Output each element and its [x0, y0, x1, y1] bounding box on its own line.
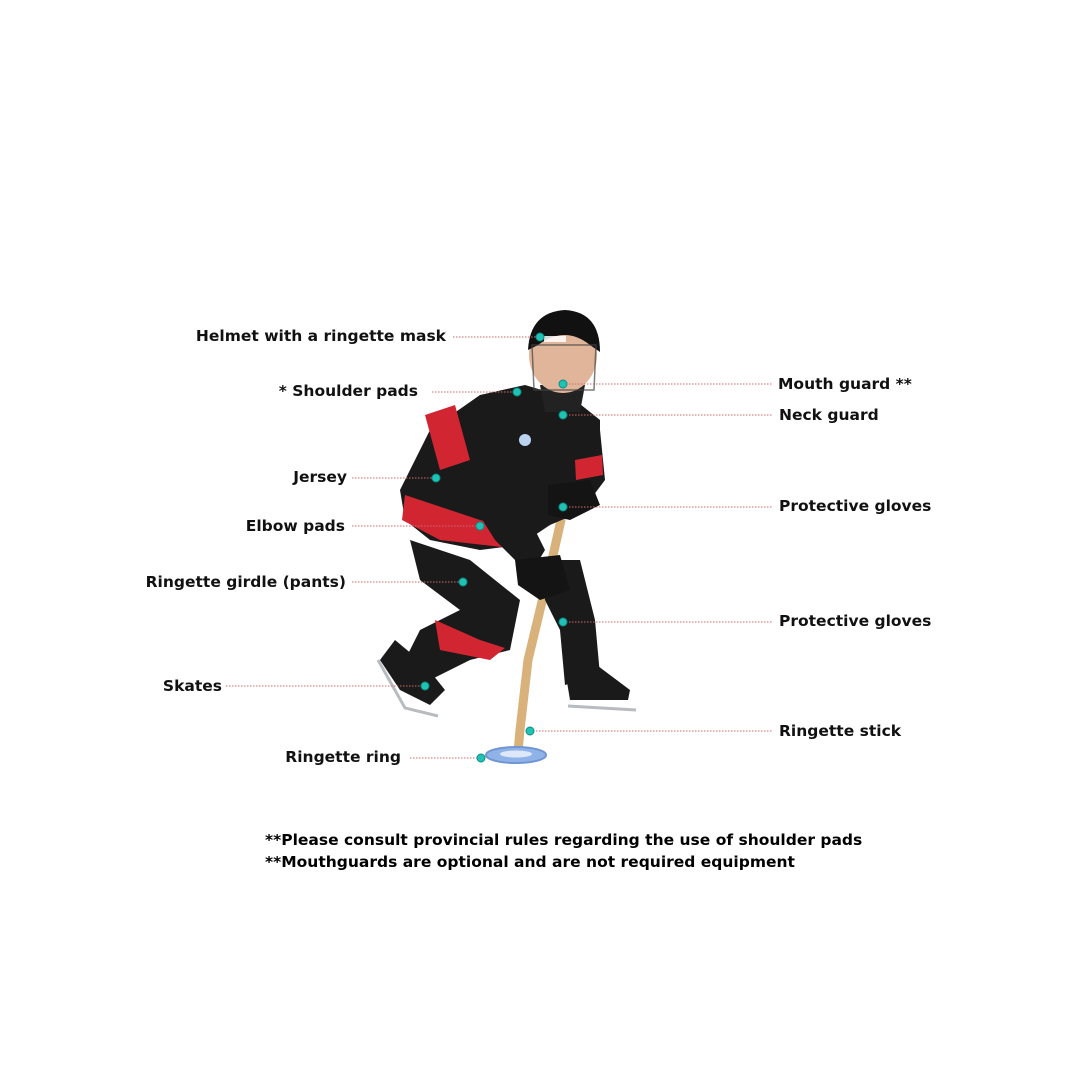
label-jersey: Jersey	[293, 468, 347, 486]
marker-ring	[477, 754, 485, 762]
marker-gloves-lower	[559, 618, 567, 626]
marker-stick	[526, 727, 534, 735]
glove-upper	[548, 480, 600, 520]
marker-skates	[421, 682, 429, 690]
marker-mouth	[559, 380, 567, 388]
marker-elbow	[476, 522, 484, 530]
marker-gloves-upper	[559, 503, 567, 511]
label-elbow-pads: Elbow pads	[245, 517, 345, 535]
marker-girdle	[459, 578, 467, 586]
girdle-pants	[405, 540, 520, 680]
note-shoulder-pads: **Please consult provincial rules regarding the use of shoulder pads	[265, 831, 863, 849]
marker-shoulder	[513, 388, 521, 396]
player-illustration	[378, 310, 636, 763]
label-helmet: Helmet with a ringette mask	[195, 327, 446, 345]
label-protective-gloves-lower: Protective gloves	[779, 612, 932, 630]
label-mouth-guard: Mouth guard **	[778, 375, 912, 393]
marker-jersey	[432, 474, 440, 482]
label-shoulder-pads: * Shoulder pads	[278, 382, 418, 400]
label-skates: Skates	[162, 677, 222, 695]
note-mouthguards: **Mouthguards are optional and are not required equipment	[265, 853, 795, 871]
label-neck-guard: Neck guard	[779, 406, 879, 424]
marker-neck	[559, 411, 567, 419]
marker-helmet	[536, 333, 544, 341]
label-ringette-ring: Ringette ring	[285, 748, 401, 766]
label-ringette-stick: Ringette stick	[779, 722, 902, 740]
label-protective-gloves-upper: Protective gloves	[779, 497, 932, 515]
label-girdle: Ringette girdle (pants)	[145, 573, 346, 591]
